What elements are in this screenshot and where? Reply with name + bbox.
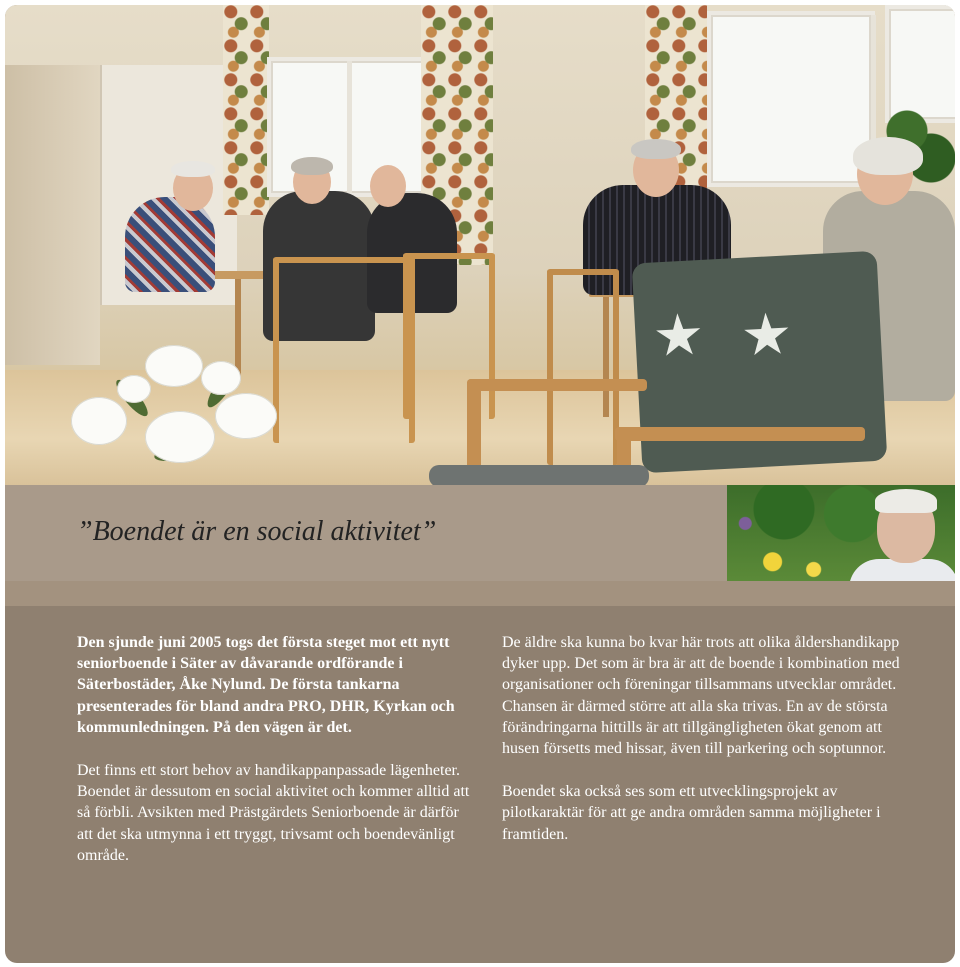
armchair-seat	[429, 465, 649, 485]
armchair-armrest	[467, 379, 647, 391]
brochure-page	[5, 5, 955, 963]
body-paragraph: De äldre ska kunna bo kvar här trots att olika åldershandikapp dyker upp. Det som är bra är att de boende i kombination med organisationer och föreningar tillsammans utvecklar området. Chansen är därmed större att alla ska trivas. En av de största förändringarna hittills är att tillgängligheten ökat genom att husen försetts med hissar, även till parkering och soptunnor.	[502, 634, 900, 758]
divider-band	[5, 581, 955, 606]
kitchen-wall	[5, 65, 100, 365]
body-paragraph: Det finns ett stort behov av handikappanpassade lägenheter. Boendet är dessutom en social aktivitet och kommer alltid att så förbli. Avsikten med Prästgärdets Seniorboende är därför att det ska utmynna i ett tryggt, trivsamt och boendevänligt område.	[77, 762, 470, 864]
window	[707, 11, 875, 187]
curtain	[223, 5, 269, 215]
left-text-column	[77, 632, 477, 888]
pull-quote: ”Boendet är en social aktivitet”	[77, 516, 437, 547]
intro-paragraph: Den sjunde juni 2005 togs det första steget mot ett nytt seniorboende i Säter av dåvarande ordförande i Säterbostäder, Åke Nylund. De första tankarna presenterades för bland andra PRO, DHR, Kyrkan och kommunledningen. På den vägen är det.	[77, 634, 455, 736]
wooden-chair	[403, 253, 495, 419]
man-checked-shirt	[125, 197, 215, 292]
body-paragraph: Boendet ska också ses som ett utvecklingsprojekt av pilotkaraktär för att ge andra områden samma möjligheter i framtiden.	[502, 783, 881, 843]
lily-bouquet	[65, 335, 305, 485]
dining-room-photo	[5, 5, 955, 485]
portrait-photo	[727, 485, 955, 581]
right-text-column	[502, 632, 907, 867]
wooden-chair	[547, 269, 619, 465]
